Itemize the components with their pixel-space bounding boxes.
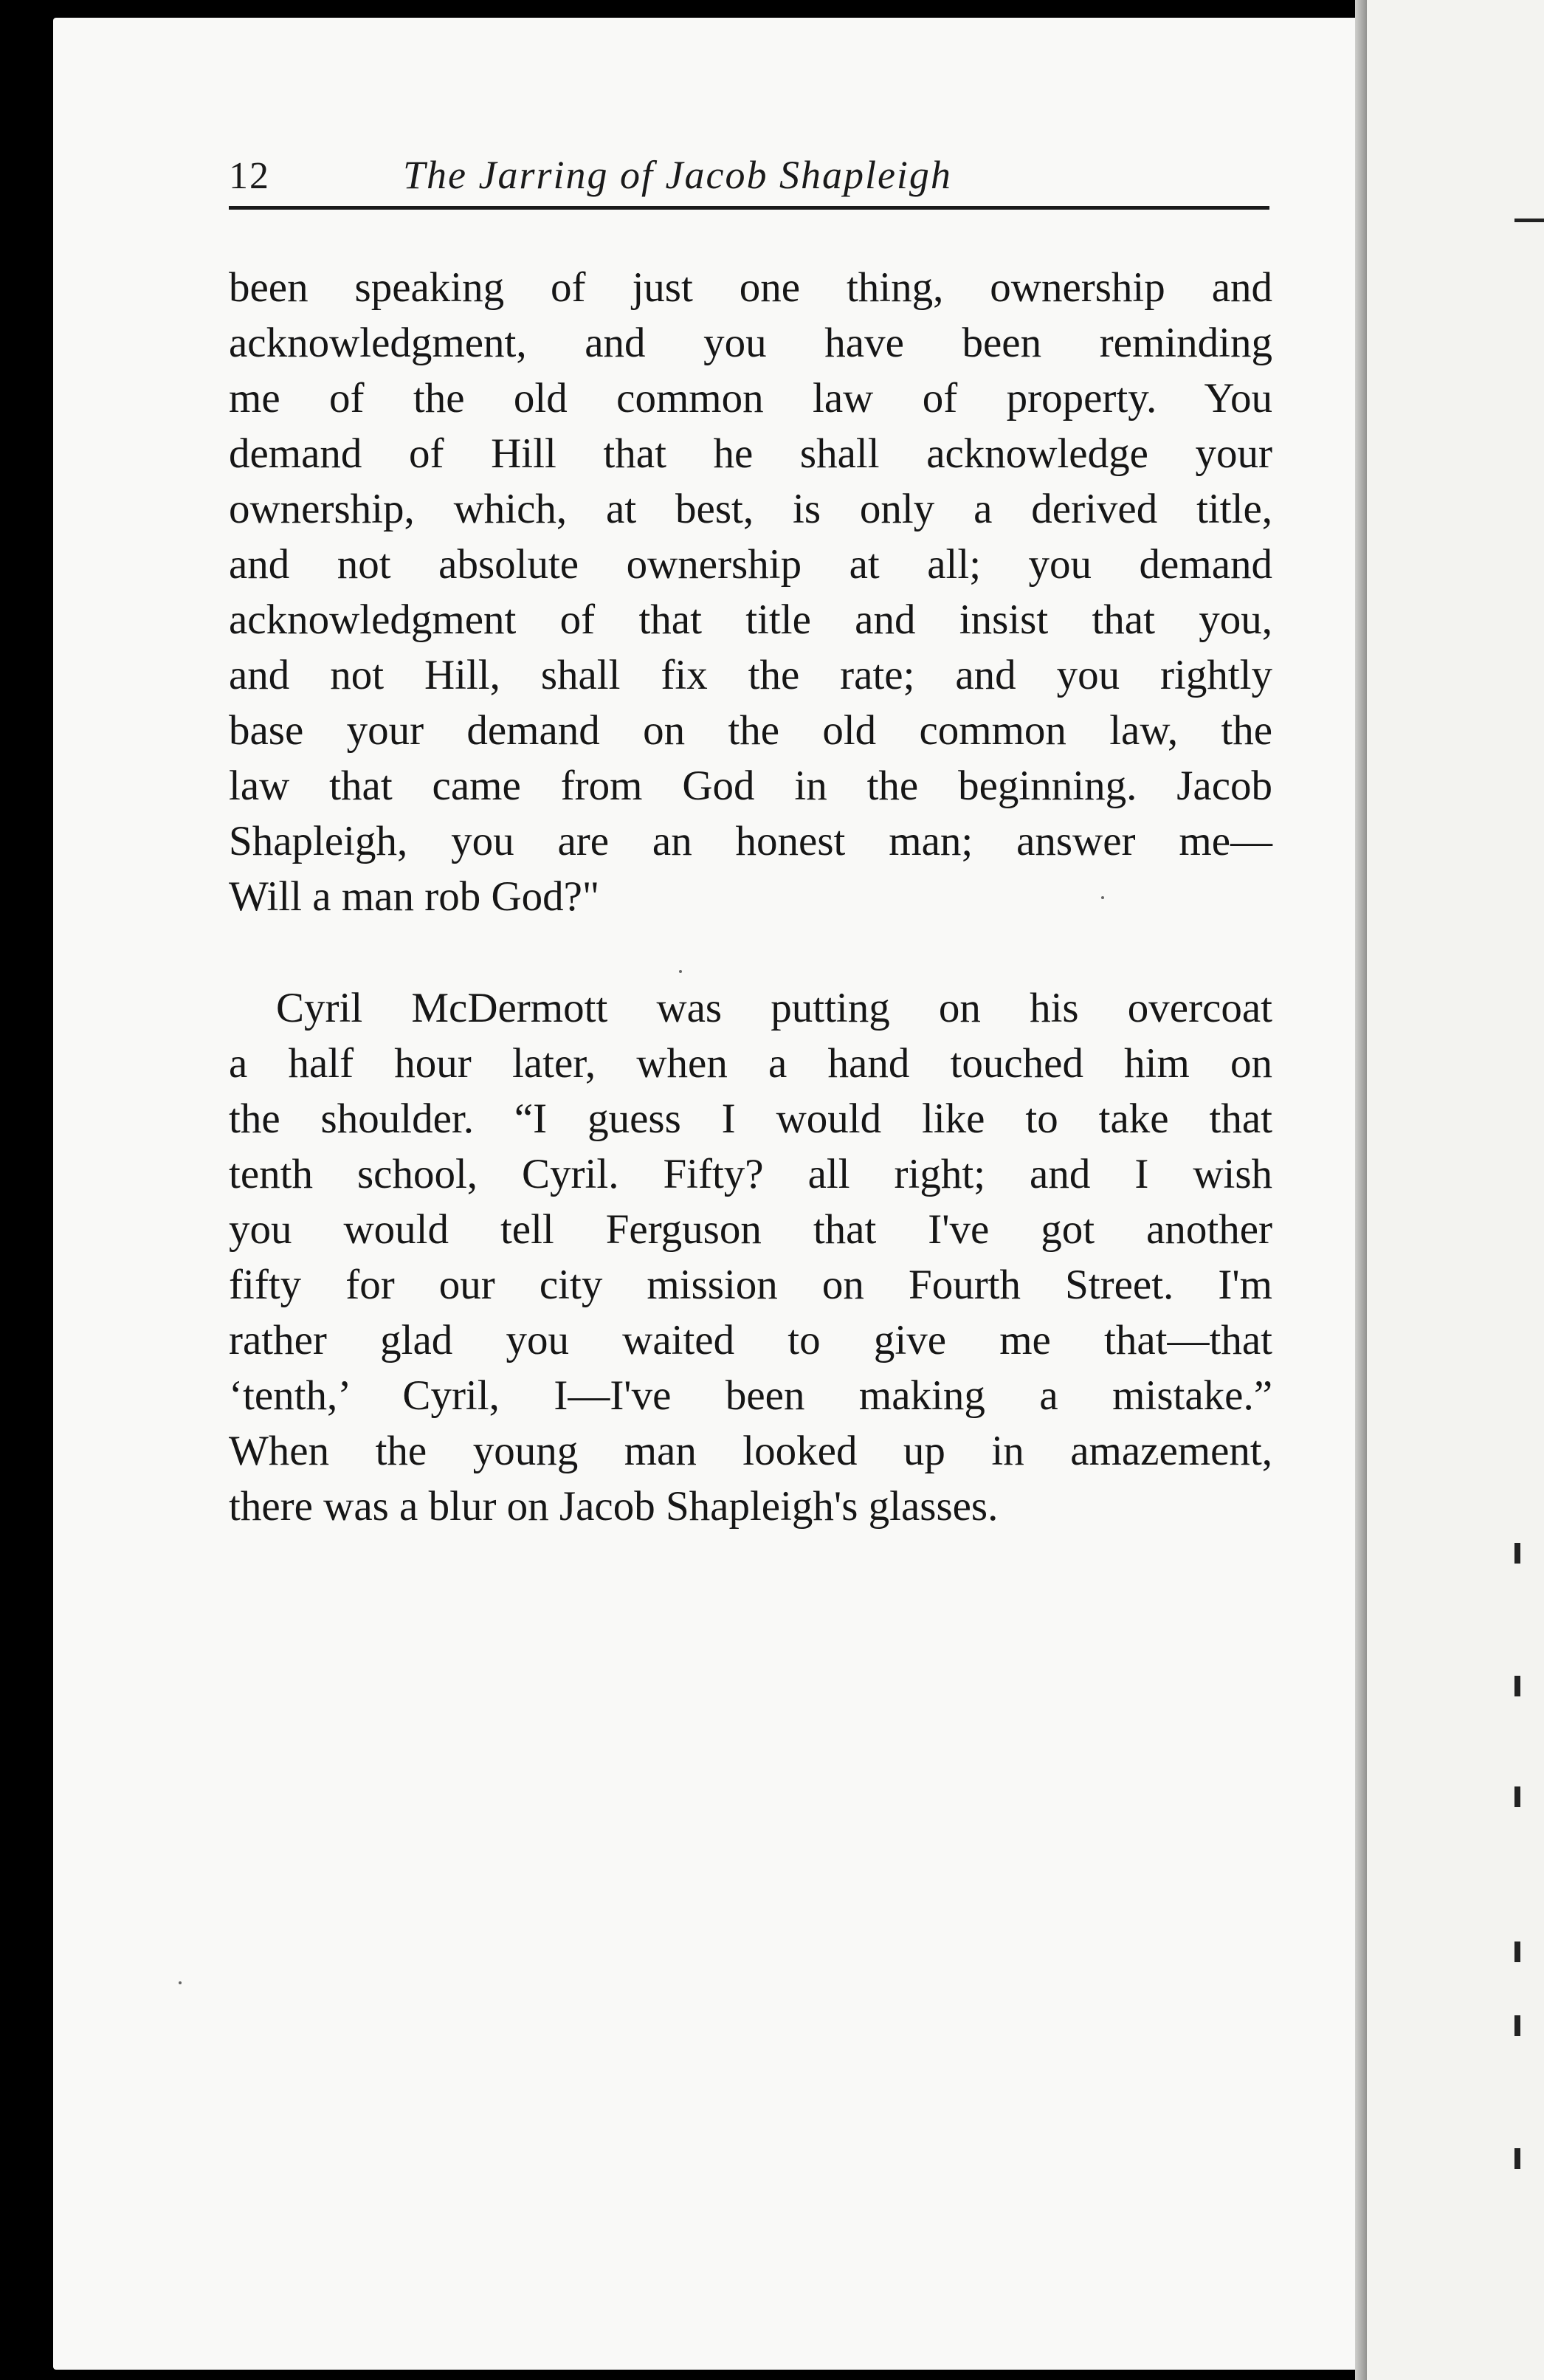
book-page — [53, 18, 1367, 2370]
paragraph — [229, 260, 1272, 924]
header-rule — [229, 206, 1269, 210]
facing-page-mark — [1514, 2015, 1520, 2036]
text-line: and not Hill, shall fix the rate; and you rightly — [229, 652, 1272, 698]
text-line: me of the old common law of property. You — [229, 375, 1272, 422]
text-line: demand of Hill that he shall acknowledge your — [229, 430, 1272, 477]
text-line: rather glad you waited to give me that—that — [229, 1317, 1272, 1363]
text-line: you would tell Ferguson that I've got another — [229, 1206, 1272, 1253]
text-line: Shapleigh, you are an honest man; answer me— — [229, 818, 1272, 864]
text-line: a half hour later, when a hand touched him on — [229, 1040, 1272, 1087]
facing-page-mark — [1514, 2148, 1520, 2169]
text-line: Cyril McDermott was putting on his overcoat — [276, 985, 1272, 1031]
text-line: law that came from God in the beginning. Jacob — [229, 763, 1272, 809]
text-line: the shoulder. “I guess I would like to take that — [229, 1096, 1272, 1142]
text-line: and not absolute ownership at all; you demand — [229, 541, 1272, 588]
text-line: acknowledgment, and you have been reminding — [229, 320, 1272, 366]
facing-page-mark — [1514, 1543, 1520, 1564]
facing-page-edge — [1367, 0, 1544, 2380]
scan-speck — [179, 1981, 182, 1984]
text-line: acknowledgment of that title and insist that you, — [229, 596, 1272, 643]
running-title: The Jarring of Jacob Shapleigh — [403, 153, 952, 197]
paragraph — [229, 980, 1272, 1534]
page-number: 12 — [229, 155, 270, 197]
facing-page-mark — [1514, 1942, 1520, 1962]
paragraph-gap — [229, 924, 1272, 980]
text-line: there was a blur on Jacob Shapleigh's glasses. — [229, 1483, 999, 1530]
text-line: fifty for our city mission on Fourth Street. I'm — [229, 1262, 1272, 1308]
text-line: When the young man looked up in amazement, — [229, 1428, 1272, 1474]
text-line: Will a man rob God?" — [229, 873, 600, 920]
scan-speck — [679, 970, 682, 973]
text-line: base your demand on the old common law, the — [229, 707, 1272, 754]
body-text — [229, 260, 1272, 1534]
facing-page-rule — [1514, 219, 1544, 222]
text-line: ‘tenth,’ Cyril, I—I've been making a mistake.” — [229, 1372, 1272, 1419]
text-line: been speaking of just one thing, ownership and — [229, 264, 1272, 311]
running-header — [229, 143, 1269, 210]
scan-speck — [1101, 896, 1104, 899]
text-line: ownership, which, at best, is only a derived title, — [229, 486, 1272, 532]
text-line: tenth school, Cyril. Fifty? all right; and I wish — [229, 1151, 1272, 1197]
facing-page-mark — [1514, 1786, 1520, 1807]
facing-page-mark — [1514, 1676, 1520, 1696]
